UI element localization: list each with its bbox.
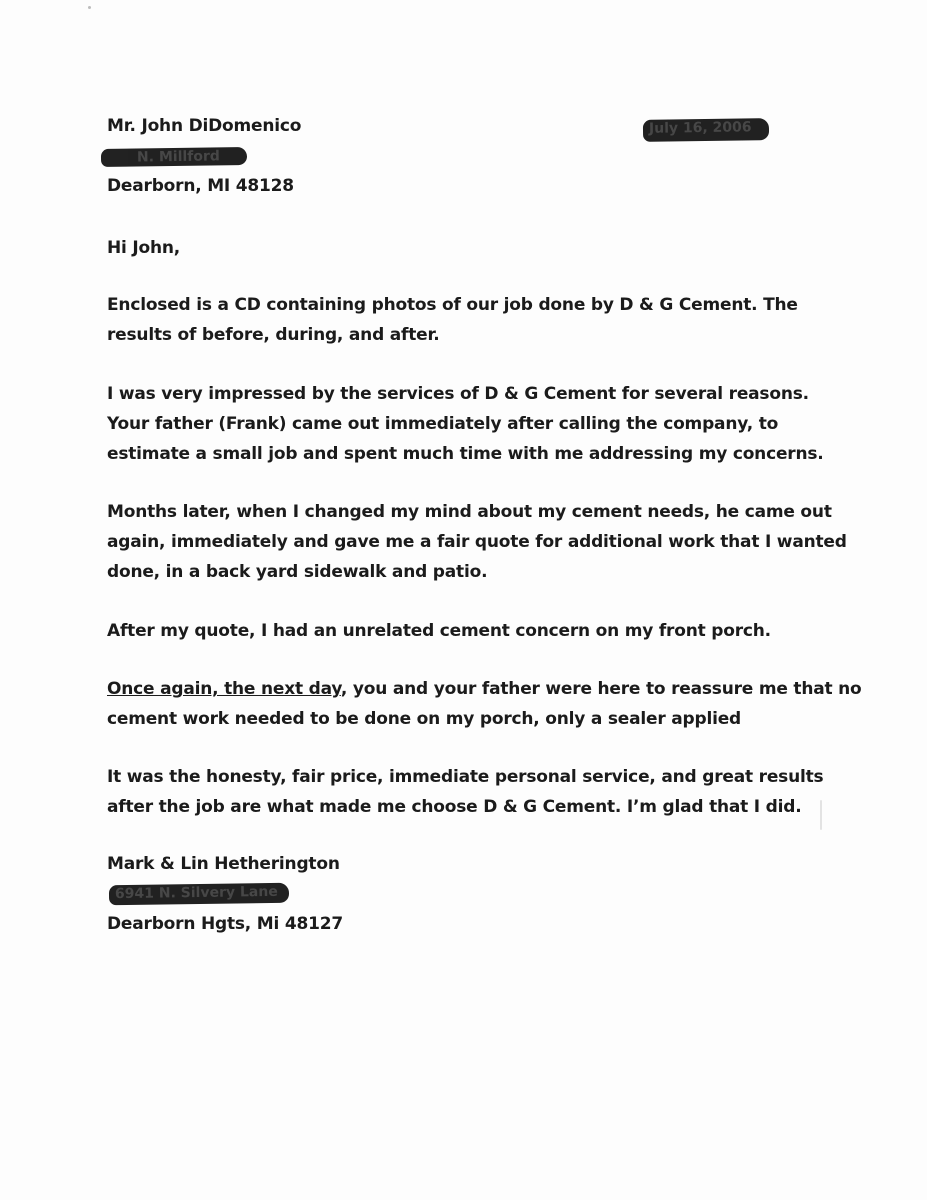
emphasis-line-rest: , you and your father were here to reassure me that no bbox=[340, 679, 862, 699]
scan-speck bbox=[88, 6, 91, 9]
paragraph-line: Months later, when I changed my mind about my cement needs, he came out bbox=[107, 502, 832, 522]
paragraph-line: After my quote, I had an unrelated cement concern on my front porch. bbox=[107, 621, 771, 641]
paragraph-honesty bbox=[107, 762, 827, 822]
paragraph-line: Enclosed is a CD containing photos of our job done by D & G Cement. The bbox=[107, 295, 798, 315]
sender-name: Mark & Lin Hetherington bbox=[107, 854, 340, 874]
recipient-city: Dearborn, MI 48128 bbox=[107, 176, 294, 196]
date-redacted-text: July 16, 2006 bbox=[648, 119, 752, 137]
recipient-name: Mr. John DiDomenico bbox=[107, 116, 302, 136]
sender-street-redacted-text: 6941 N. Silvery Lane bbox=[114, 883, 278, 903]
underlined-emphasis: Once again, the next day bbox=[107, 679, 341, 699]
scan-speck bbox=[820, 800, 822, 830]
paragraph-line: I was very impressed by the services of D & G Cement for several reasons. bbox=[107, 384, 809, 404]
paragraph-line: Your father (Frank) came out immediately after calling the company, to bbox=[107, 414, 779, 434]
paragraph-line: It was the honesty, fair price, immediate personal service, and great results bbox=[107, 767, 824, 787]
sender-street-redaction bbox=[109, 883, 289, 906]
paragraph-once-again bbox=[107, 674, 862, 734]
paragraph-line bbox=[107, 674, 862, 704]
paragraph-line: again, immediately and gave me a fair quote for additional work that I wanted bbox=[107, 532, 847, 552]
paragraph-line: estimate a small job and spent much time with me addressing my concerns. bbox=[107, 444, 824, 464]
sender-city: Dearborn Hgts, Mi 48127 bbox=[107, 914, 343, 934]
paragraph-months-later bbox=[107, 497, 847, 587]
paragraph-line: done, in a back yard sidewalk and patio. bbox=[107, 562, 488, 582]
paragraph-cd bbox=[107, 290, 827, 350]
recipient-street-redacted-text: N. Millford bbox=[136, 148, 220, 166]
date-redaction bbox=[643, 118, 769, 142]
paragraph-impressed bbox=[107, 379, 827, 469]
recipient-street-redaction bbox=[101, 147, 247, 167]
paragraph-after-quote bbox=[107, 616, 827, 646]
paragraph-line: results of before, during, and after. bbox=[107, 325, 440, 345]
paragraph-line: cement work needed to be done on my porch, only a sealer applied bbox=[107, 709, 742, 729]
paragraph-line: after the job are what made me choose D & G Cement. I’m glad that I did. bbox=[107, 797, 802, 817]
greeting: Hi John, bbox=[107, 238, 181, 258]
